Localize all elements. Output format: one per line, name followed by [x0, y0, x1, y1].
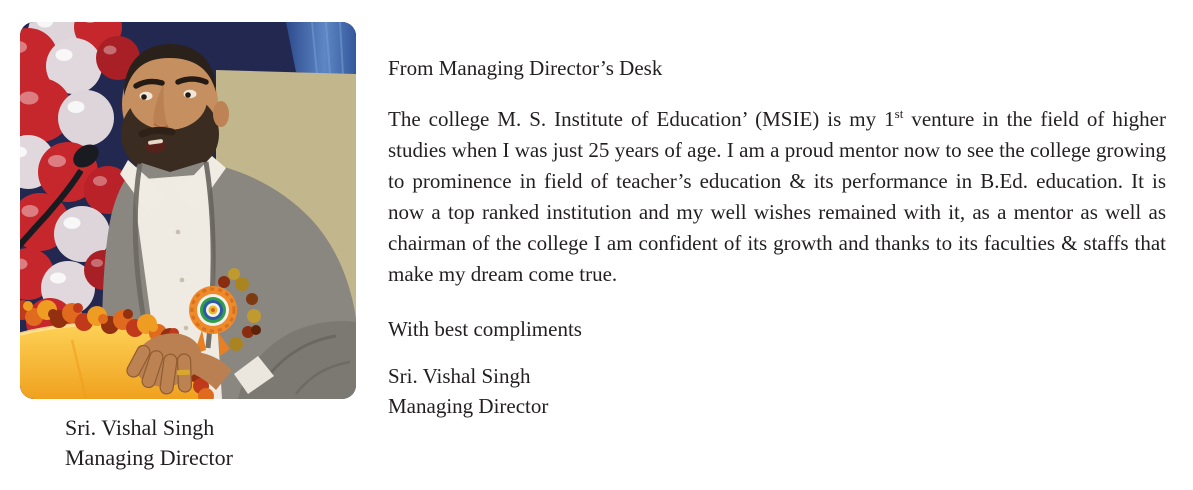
- photo-caption-name: Sri. Vishal Singh: [65, 415, 215, 440]
- director-photo: [20, 22, 356, 399]
- photo-caption: [65, 413, 233, 473]
- compliments-line: With best compliments: [388, 317, 582, 341]
- signature-title: Managing Director: [388, 394, 549, 418]
- section-heading: From Managing Director’s Desk: [388, 56, 663, 80]
- signature-block: [388, 361, 1166, 421]
- signature-name: Sri. Vishal Singh: [388, 364, 531, 388]
- paragraph-text-start: The college M. S. Institute of Education’ (MSIE) is my 1: [388, 107, 895, 131]
- photo-caption-title: Managing Director: [65, 445, 233, 470]
- director-photo-image: [20, 22, 356, 399]
- message-paragraph: [388, 104, 1166, 290]
- gold-ring: [177, 370, 190, 375]
- paragraph-text-end: venture in the field of higher studies when I was just 25 years of age. I am a proud mentor now to see the college growing to prominence in field of teacher’s education & its performance in B.Ed. education. It is now a top ranked institution and my well wishes remained with it, as a mentor as well as chairman of the college I am confident of its growth and thanks to its faculties & staffs that make my dream come true.: [388, 107, 1166, 286]
- director-message: [388, 54, 1166, 421]
- ordinal-superscript: st: [894, 106, 904, 121]
